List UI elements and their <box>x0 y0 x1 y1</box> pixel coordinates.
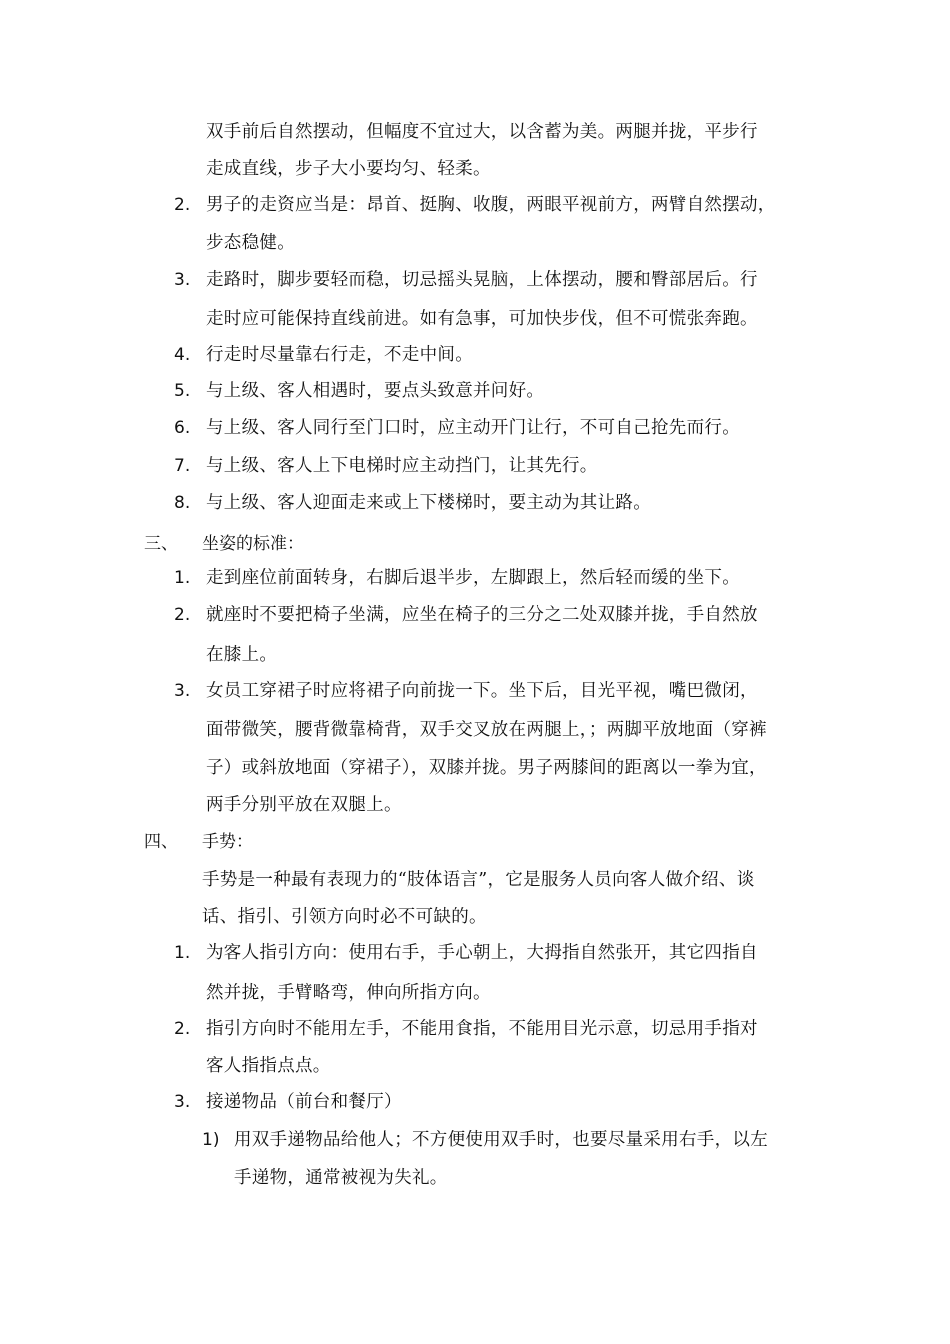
list-item-text: 与上级、客人同行至门口时，应主动开门让行，不可自己抢先而行。 <box>206 418 740 438</box>
list-item-text: 走路时，脚步要轻而稳，切忌摇头晃脑，上体摆动，腰和臀部居后。行 <box>206 270 758 290</box>
list-item-text: 行走时尽量靠右行走，不走中间。 <box>206 345 473 365</box>
list-item-text: 就座时不要把椅子坐满，应坐在椅子的三分之二处双膝并拢，手自然放 <box>206 605 758 625</box>
list-number: 6. <box>174 418 191 438</box>
list-number: 3. <box>174 681 191 701</box>
list-number: 3. <box>174 1092 191 1112</box>
list-item-text: 与上级、客人上下电梯时应主动挡门，让其先行。 <box>206 456 598 476</box>
sub-list-item-text: 用双手递物品给他人；不方便使用双手时，也要尽量采用右手，以左 <box>234 1130 768 1150</box>
list-item-text: 步态稳健。 <box>206 233 295 253</box>
list-item-text: 走时应可能保持直线前进。如有急事，可加快步伐，但不可慌张奔跑。 <box>206 309 758 329</box>
list-item-text: 两手分别平放在双腿上。 <box>206 795 402 815</box>
section-number: 三、 <box>144 534 178 554</box>
list-item-text: 女员工穿裙子时应将裙子向前拢一下。坐下后，目光平视，嘴巴微闭， <box>206 681 758 701</box>
section-title: 手势： <box>202 832 253 852</box>
list-number: 7. <box>174 456 191 476</box>
list-item-text: 与上级、客人迎面走来或上下楼梯时，要主动为其让路。 <box>206 493 651 513</box>
list-number: 2. <box>174 195 191 215</box>
list-item-text: 与上级、客人相遇时，要点头致意并问好。 <box>206 381 545 401</box>
list-item-text: 接递物品（前台和餐厅） <box>206 1092 402 1112</box>
list-item-text: 为客人指引方向：使用右手，手心朝上，大拇指自然张开，其它四指自 <box>206 943 758 963</box>
list-number: 3. <box>174 270 191 290</box>
section-intro-line-1: 手势是一种最有表现力的“肢体语言”，它是服务人员向客人做介绍、谈 <box>202 870 755 890</box>
list-number: 1. <box>174 568 191 588</box>
sub-list-number: 1) <box>202 1130 220 1150</box>
section-number: 四、 <box>144 832 178 852</box>
walking-item-1-line-2: 走成直线，步子大小要均匀、轻柔。 <box>206 159 491 179</box>
list-number: 1. <box>174 943 191 963</box>
list-number: 4. <box>174 345 191 365</box>
list-item-text: 子）或斜放地面（穿裙子），双膝并拢。男子两膝间的距离以一拳为宜， <box>206 758 767 778</box>
sub-list-item-text: 手递物，通常被视为失礼。 <box>234 1168 448 1188</box>
list-item-text: 男子的走资应当是：昂首、挺胸、收腹，两眼平视前方，两臂自然摆动， <box>206 195 776 215</box>
walking-item-1-line-1: 双手前后自然摆动，但幅度不宜过大，以含蓄为美。两腿并拢，平步行 <box>206 122 758 142</box>
list-item-text: 指引方向时不能用左手，不能用食指，不能用目光示意，切忌用手指对 <box>206 1019 758 1039</box>
list-item-text: 走到座位前面转身，右脚后退半步，左脚跟上，然后轻而缓的坐下。 <box>206 568 740 588</box>
list-number: 2. <box>174 605 191 625</box>
list-item-text: 面带微笑，腰背微靠椅背，双手交叉放在两腿上，；两脚平放地面（穿裤 <box>206 720 767 740</box>
list-number: 2. <box>174 1019 191 1039</box>
section-intro-line-2: 话、指引、引领方向时必不可缺的。 <box>202 907 487 927</box>
list-item-text: 客人指指点点。 <box>206 1056 331 1076</box>
list-number: 5. <box>174 381 191 401</box>
list-item-text: 然并拢，手臂略弯，伸向所指方向。 <box>206 983 491 1003</box>
list-number: 8. <box>174 493 191 513</box>
list-item-text: 在膝上。 <box>206 645 278 665</box>
section-title: 坐姿的标准： <box>202 534 304 554</box>
